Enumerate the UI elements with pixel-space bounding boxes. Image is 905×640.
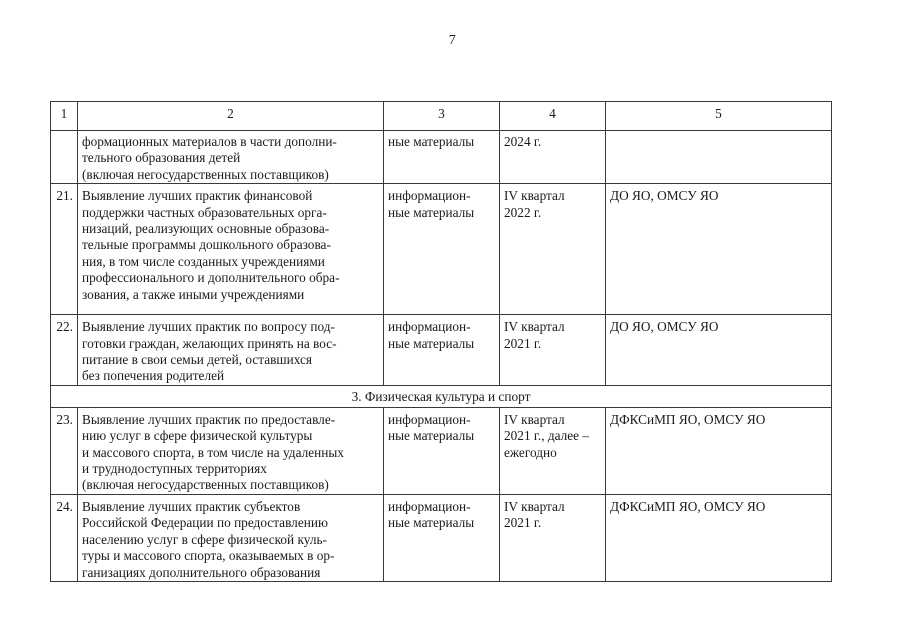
row-type: информацион- ные материалы	[384, 407, 500, 494]
row-term: 2024 г.	[500, 131, 606, 184]
section-heading: 3. Физическая культура и спорт	[51, 385, 832, 407]
row-term: IV квартал 2021 г.	[500, 315, 606, 386]
table-row	[51, 184, 832, 315]
row-responsible: ДФКСиМП ЯО, ОМСУ ЯО	[606, 494, 832, 581]
plan-table	[50, 101, 832, 582]
row-type: информацион- ные материалы	[384, 315, 500, 386]
column-number-4: 4	[500, 102, 606, 131]
table-header-row	[51, 102, 832, 131]
table-row-continuation	[51, 131, 832, 184]
row-term: IV квартал 2022 г.	[500, 184, 606, 315]
column-number-3: 3	[384, 102, 500, 131]
column-number-5: 5	[606, 102, 832, 131]
row-responsible	[606, 131, 832, 184]
row-work: Выявление лучших практик по предоставле- нию услуг в сфере физической культуры и массового спорта, в том числе на удаленных и труднодоступных территориях (включая негосударственных поставщиков)	[78, 407, 384, 494]
row-work: Выявление лучших практик по вопросу под- готовки граждан, желающих принять на вос- питание в свои семьи детей, оставшихся без попечения родителей	[78, 315, 384, 386]
row-number: 24.	[51, 494, 78, 581]
table-row	[51, 315, 832, 386]
row-responsible: ДО ЯО, ОМСУ ЯО	[606, 184, 832, 315]
table-row	[51, 407, 832, 494]
row-number: 21.	[51, 184, 78, 315]
row-work: Выявление лучших практик финансовой поддержки частных образовательных орга- низаций, реализующих основные образова- тельные программы дошкольного образова- ния, в том числе созданных учреждениями профессионального и дополнительного обра- зования, а также иными учреждениями	[78, 184, 384, 315]
section-heading-row	[51, 385, 832, 407]
row-number	[51, 131, 78, 184]
row-number: 22.	[51, 315, 78, 386]
page-number: 7	[448, 33, 457, 48]
row-type: информацион- ные материалы	[384, 494, 500, 581]
column-number-1: 1	[51, 102, 78, 131]
row-type: ные материалы	[384, 131, 500, 184]
column-number-2: 2	[78, 102, 384, 131]
row-type: информацион- ные материалы	[384, 184, 500, 315]
row-number: 23.	[51, 407, 78, 494]
row-term: IV квартал 2021 г.	[500, 494, 606, 581]
row-responsible: ДФКСиМП ЯО, ОМСУ ЯО	[606, 407, 832, 494]
row-term: IV квартал 2021 г., далее – ежегодно	[500, 407, 606, 494]
table-row	[51, 494, 832, 581]
row-work: формационных материалов в части дополни- тельного образования детей (включая негосударственных поставщиков)	[78, 131, 384, 184]
row-responsible: ДО ЯО, ОМСУ ЯО	[606, 315, 832, 386]
row-work: Выявление лучших практик субъектов Российской Федерации по предоставлению населению услуг в сфере физической куль- туры и массового спорта, оказываемых в ор- ганизациях дополнительного образования	[78, 494, 384, 581]
